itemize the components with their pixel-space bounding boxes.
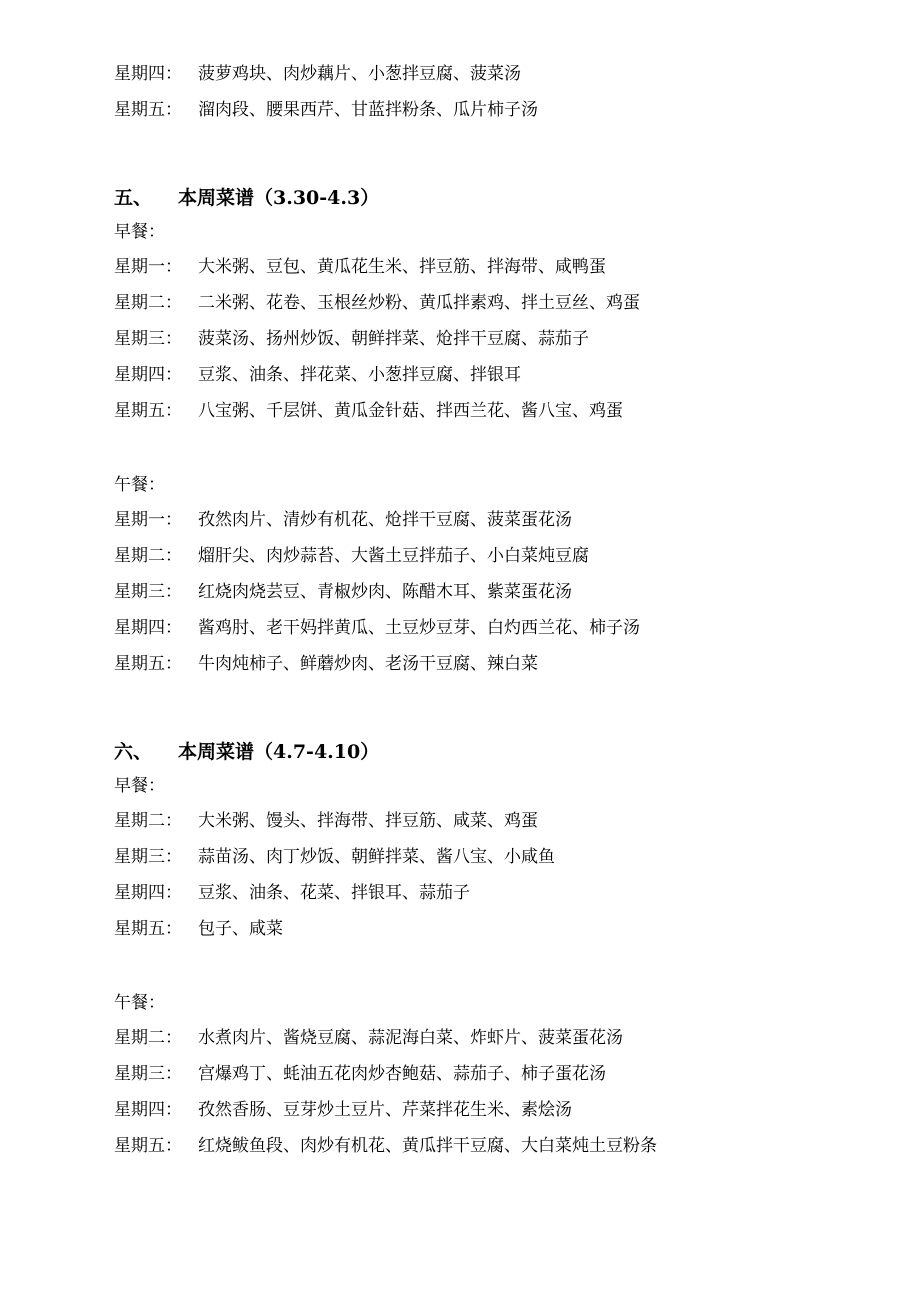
menu-row bbox=[114, 617, 640, 639]
weekday-label: 星期五： bbox=[114, 100, 182, 120]
menu-row bbox=[114, 1099, 572, 1121]
menu-items: 水煮肉片、酱烧豆腐、蒜泥海白菜、炸虾片、菠菜蛋花汤 bbox=[198, 1028, 623, 1048]
menu-items: 宫爆鸡丁、蚝油五花肉炒杏鲍菇、蒜茄子、柿子蛋花汤 bbox=[198, 1064, 606, 1084]
menu-items: 大米粥、豆包、黄瓜花生米、拌豆筋、拌海带、咸鸭蛋 bbox=[198, 257, 606, 277]
menu-row bbox=[114, 328, 589, 350]
menu-row bbox=[114, 653, 538, 675]
section-number: 六、 bbox=[114, 741, 153, 763]
lunch-label: 午餐： bbox=[114, 475, 165, 495]
weekday-label: 星期五： bbox=[114, 1136, 182, 1156]
menu-row bbox=[114, 1027, 623, 1049]
menu-row bbox=[114, 918, 283, 940]
menu-items: 孜然香肠、豆芽炒土豆片、芹菜拌花生米、素烩汤 bbox=[198, 1100, 572, 1120]
breakfast-label: 早餐： bbox=[114, 776, 165, 796]
menu-items: 大米粥、馒头、拌海带、拌豆筋、咸菜、鸡蛋 bbox=[198, 811, 538, 831]
menu-row bbox=[114, 581, 572, 603]
section-heading bbox=[114, 740, 379, 764]
lunch-label: 午餐： bbox=[114, 993, 165, 1013]
weekday-label: 星期二： bbox=[114, 811, 182, 831]
weekday-label: 星期四： bbox=[114, 365, 182, 385]
weekday-label: 星期四： bbox=[114, 1100, 182, 1120]
weekday-label: 星期五： bbox=[114, 919, 182, 939]
breakfast-label: 早餐： bbox=[114, 222, 165, 242]
menu-items: 菠萝鸡块、肉炒藕片、小葱拌豆腐、菠菜汤 bbox=[198, 64, 521, 84]
weekday-label: 星期三： bbox=[114, 582, 182, 602]
menu-row bbox=[114, 882, 470, 904]
menu-items: 蒜苗汤、肉丁炒饭、朝鲜拌菜、酱八宝、小咸鱼 bbox=[198, 847, 555, 867]
menu-row bbox=[114, 1063, 606, 1085]
section-heading bbox=[114, 186, 379, 210]
menu-items: 二米粥、花卷、玉根丝炒粉、黄瓜拌素鸡、拌土豆丝、鸡蛋 bbox=[198, 293, 640, 313]
weekday-label: 星期三： bbox=[114, 329, 182, 349]
menu-items: 包子、咸菜 bbox=[198, 919, 283, 939]
weekday-label: 星期一： bbox=[114, 510, 182, 530]
section-number: 五、 bbox=[114, 187, 153, 209]
menu-row bbox=[114, 400, 623, 422]
menu-items: 溜肉段、腰果西芹、甘蓝拌粉条、瓜片柿子汤 bbox=[198, 100, 538, 120]
menu-row bbox=[114, 545, 589, 567]
menu-items: 八宝粥、千层饼、黄瓜金针菇、拌西兰花、酱八宝、鸡蛋 bbox=[198, 401, 623, 421]
weekday-label: 星期一： bbox=[114, 257, 182, 277]
section-title: 本周菜谱（4.7-4.10） bbox=[178, 741, 380, 763]
menu-items: 菠菜汤、扬州炒饭、朝鲜拌菜、炝拌干豆腐、蒜茄子 bbox=[198, 329, 589, 349]
menu-row bbox=[114, 256, 606, 278]
menu-row bbox=[114, 846, 555, 868]
menu-row bbox=[114, 364, 521, 386]
menu-items: 红烧肉烧芸豆、青椒炒肉、陈醋木耳、紫菜蛋花汤 bbox=[198, 582, 572, 602]
menu-row bbox=[114, 810, 538, 832]
menu-row bbox=[114, 509, 572, 531]
weekday-label: 星期三： bbox=[114, 847, 182, 867]
menu-items: 豆浆、油条、拌花菜、小葱拌豆腐、拌银耳 bbox=[198, 365, 521, 385]
menu-items: 熘肝尖、肉炒蒜苔、大酱土豆拌茄子、小白菜炖豆腐 bbox=[198, 546, 589, 566]
weekday-label: 星期二： bbox=[114, 546, 182, 566]
menu-row bbox=[114, 63, 521, 85]
menu-row bbox=[114, 292, 640, 314]
weekday-label: 星期三： bbox=[114, 1064, 182, 1084]
weekday-label: 星期二： bbox=[114, 293, 182, 313]
weekday-label: 星期四： bbox=[114, 64, 182, 84]
weekday-label: 星期二： bbox=[114, 1028, 182, 1048]
weekday-label: 星期五： bbox=[114, 654, 182, 674]
menu-items: 红烧鲅鱼段、肉炒有机花、黄瓜拌干豆腐、大白菜炖土豆粉条 bbox=[198, 1136, 657, 1156]
menu-items: 孜然肉片、清炒有机花、炝拌干豆腐、菠菜蛋花汤 bbox=[198, 510, 572, 530]
menu-items: 豆浆、油条、花菜、拌银耳、蒜茄子 bbox=[198, 883, 470, 903]
weekday-label: 星期四： bbox=[114, 883, 182, 903]
menu-items: 酱鸡肘、老干妈拌黄瓜、土豆炒豆芽、白灼西兰花、柿子汤 bbox=[198, 618, 640, 638]
menu-items: 牛肉炖柿子、鲜蘑炒肉、老汤干豆腐、辣白菜 bbox=[198, 654, 538, 674]
weekday-label: 星期五： bbox=[114, 401, 182, 421]
section-title: 本周菜谱（3.30-4.3） bbox=[178, 187, 380, 209]
menu-row bbox=[114, 99, 538, 121]
weekday-label: 星期四： bbox=[114, 618, 182, 638]
menu-row bbox=[114, 1135, 657, 1157]
